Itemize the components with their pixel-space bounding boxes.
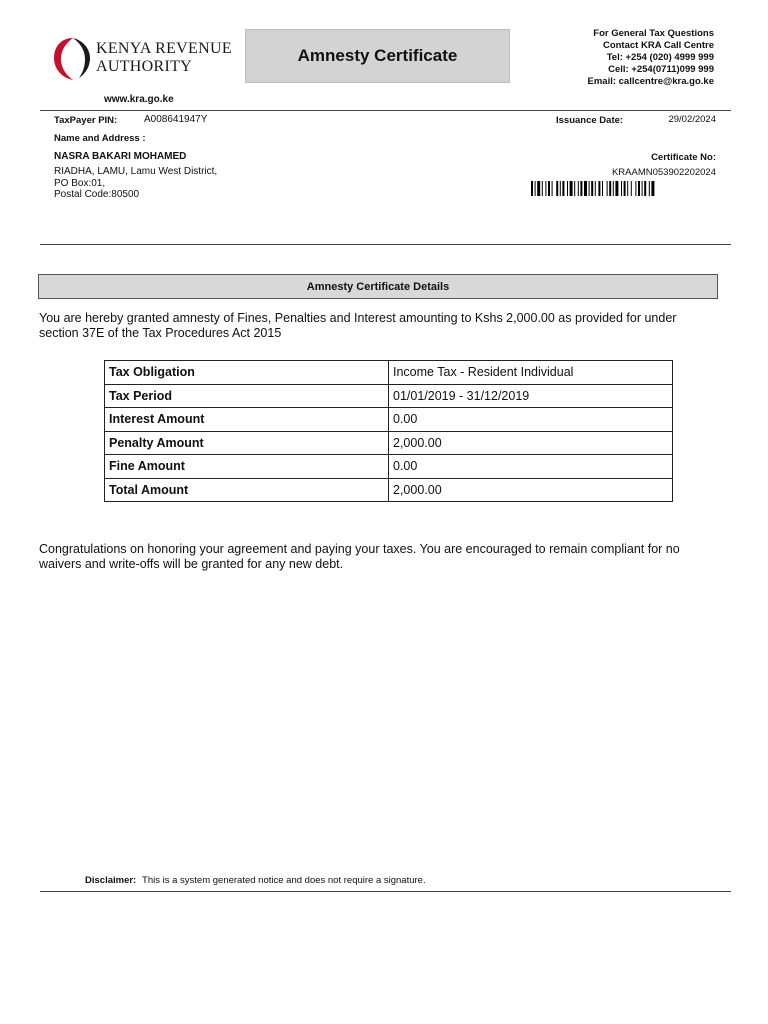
kra-logo: [52, 36, 242, 86]
row-label: Total Amount: [105, 478, 389, 502]
table-row: [105, 478, 673, 502]
details-header-text: Amnesty Certificate Details: [306, 280, 450, 293]
closing-line: Congratulations on honoring your agreement and paying your taxes. You are encouraged to remain compliant for no: [39, 542, 680, 556]
pin-value: A008641947Y: [144, 114, 208, 125]
pin-label: TaxPayer PIN:: [54, 115, 118, 126]
contact-email: Email: callcentre@kra.go.ke: [587, 76, 714, 87]
page-title: Amnesty Certificate: [297, 46, 458, 65]
intro-line: section 37E of the Tax Procedures Act 2015: [39, 325, 282, 340]
certificate-no-value: KRAAMN053902202024: [611, 167, 716, 178]
table-row: [105, 408, 673, 432]
row-value: 0.00: [389, 455, 673, 479]
contact-tel: Tel: +254 (020) 4999 999: [606, 52, 714, 63]
row-value: 2,000.00: [389, 478, 673, 502]
table-row: [105, 455, 673, 479]
row-value: Income Tax - Resident Individual: [389, 361, 673, 385]
top-divider: [40, 110, 731, 111]
intro-line: You are hereby granted amnesty of Fines, Penalties and Interest amounting to Kshs 2,000.00 as provided for under: [39, 311, 677, 325]
closing-paragraph: [39, 542, 729, 571]
intro-paragraph: [39, 311, 729, 340]
contact-line: For General Tax Questions: [593, 28, 714, 39]
lion-emblem-icon: [52, 36, 94, 82]
footer-divider: [40, 891, 731, 892]
table-row: [105, 431, 673, 455]
website-link[interactable]: www.kra.go.ke: [104, 94, 174, 105]
disclaimer-text: This is a system generated notice and does not require a signature.: [142, 875, 426, 886]
logo-text-authority: AUTHORITY: [96, 58, 193, 75]
row-label: Tax Period: [105, 384, 389, 408]
row-value: 2,000.00: [389, 431, 673, 455]
row-label: Tax Obligation: [105, 361, 389, 385]
barcode-image: [531, 181, 712, 196]
name-address-label: Name and Address :: [54, 133, 146, 144]
contact-cell: Cell: +254(0711)099 999: [608, 64, 714, 75]
title-box: [245, 29, 510, 83]
issuance-date-value: 29/02/2024: [668, 114, 716, 125]
closing-line: waivers and write-offs will be granted for any new debt.: [39, 556, 344, 571]
row-label: Penalty Amount: [105, 431, 389, 455]
contact-block: [588, 28, 715, 88]
row-value: 01/01/2019 - 31/12/2019: [389, 384, 673, 408]
certificate-no-label: Certificate No:: [651, 152, 716, 163]
contact-line: Contact KRA Call Centre: [602, 40, 714, 51]
issuance-date-label: Issuance Date:: [556, 115, 624, 126]
row-value: 0.00: [389, 408, 673, 432]
table-row: [105, 361, 673, 385]
disclaimer-label: Disclaimer:: [85, 875, 137, 886]
logo-text-kenya-revenue: KENYA REVENUE: [96, 40, 232, 57]
table-row: [105, 384, 673, 408]
details-section-header: [38, 274, 718, 299]
taxpayer-address: [54, 166, 217, 201]
taxpayer-name: NASRA BAKARI MOHAMED: [54, 151, 187, 162]
address-line: Postal Code:80500: [54, 189, 140, 200]
disclaimer: [85, 875, 426, 886]
amnesty-details-table: [104, 360, 673, 502]
address-line: RIADHA, LAMU, Lamu West District,: [54, 166, 218, 177]
address-line: PO Box:01,: [54, 177, 106, 189]
header-divider: [40, 244, 731, 245]
row-label: Fine Amount: [105, 455, 389, 479]
row-label: Interest Amount: [105, 408, 389, 432]
